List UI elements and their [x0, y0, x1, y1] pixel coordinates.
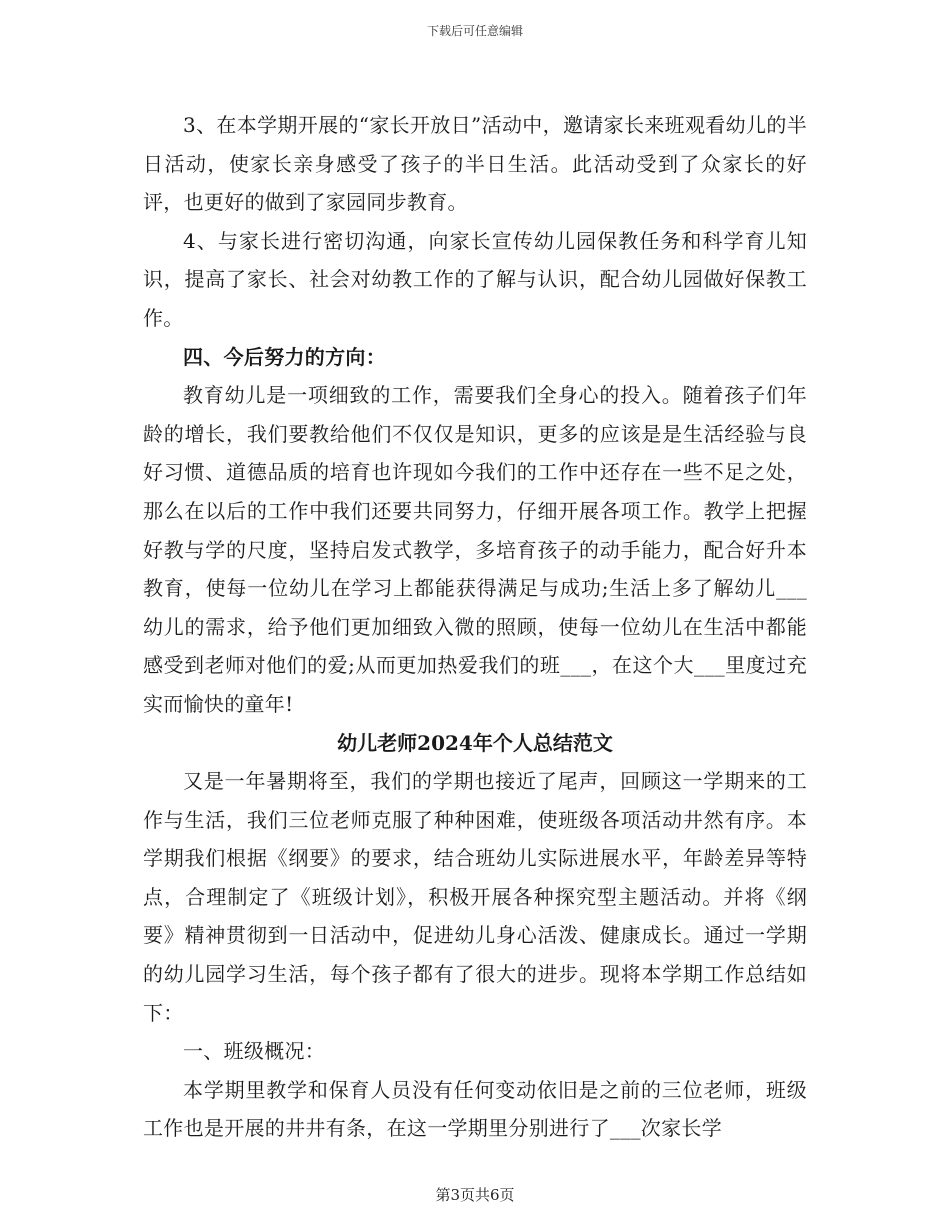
- article-title: 幼儿老师2024年个人总结范文: [337, 730, 613, 755]
- paragraph-future-direction: 教育幼儿是一项细致的工作，需要我们全身心的投入。随着孩子们年龄的增长，我们要教给他们不仅仅是知识，更多的应该是是生活经验与良好习惯、道德品质的培育也许现如今我们的工作中还存在一些不足之处，那么在以后的工作中我们还要共同努力，仔细开展各项工作。教学上把握好教与学的尺度，坚持启发式教学，多培育孩子的动手能力，配合好升本教育，使每一位幼儿在学习上都能获得满足与成功;生活上多了解幼儿___幼儿的需求，给予他们更加细致入微的照顾，使每一位幼儿在生活中都能感受到老师对他们的爱;从而更加热爱我们的班___，在这个大___里度过充实而愉快的童年!: [143, 383, 807, 716]
- section-heading-class-overview: 一、班级概况：: [183, 1039, 326, 1064]
- section-heading-future-direction: 四、今后努力的方向：: [183, 344, 386, 369]
- page-footer: 第3页共6页: [435, 1186, 515, 1204]
- paragraph-item-4: 4、与家长进行密切沟通，向家长宣传幼儿园保教任务和科学育儿知识，提高了家长、社会对幼教工作的了解与认识，配合幼儿园做好保教工作。: [143, 228, 807, 330]
- paragraph-item-3: 3、在本学期开展的“家长开放日”活动中，邀请家长来班观看幼儿的半日活动，使家长亲身感受了孩子的半日生活。此活动受到了众家长的好评，也更好的做到了家园同步教育。: [143, 113, 807, 215]
- page-header: 下载后可任意编辑: [426, 24, 523, 38]
- paragraph-intro: 又是一年暑期将至，我们的学期也接近了尾声，回顾这一学期来的工作与生活，我们三位老师克服了种种困难，使班级各项活动井然有序。本学期我们根据《纲要》的要求，结合班幼儿实际进展水平，年龄差异等特点，合理制定了《班级计划》，积极开展各种探究型主题活动。并将《纲要》精神贯彻到一日活动中，促进幼儿身心活泼、健康成长。通过一学期的幼儿园学习生活，每个孩子都有了很大的进步。现将本学期工作总结如下：: [143, 769, 807, 1025]
- paragraph-class-overview: 本学期里教学和保育人员没有任何变动依旧是之前的三位老师，班级工作也是开展的井井有条，在这一学期里分别进行了___次家长学: [143, 1077, 807, 1141]
- document-body: [143, 106, 807, 1148]
